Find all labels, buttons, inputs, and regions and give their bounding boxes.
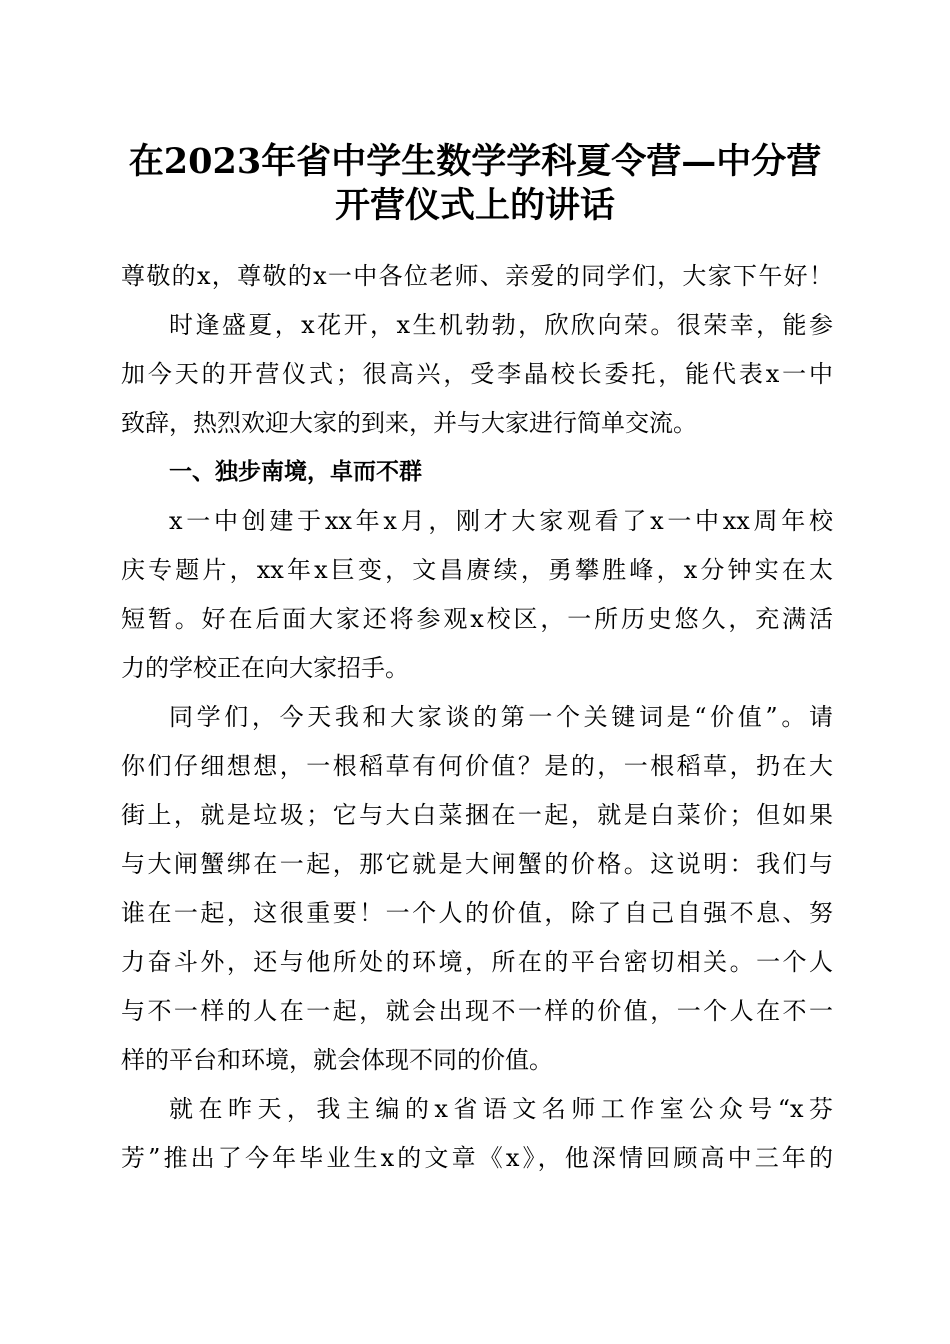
section-heading: 一、独步南境，卓而不群 bbox=[169, 459, 422, 485]
paragraph-line: 你们仔细想想，一根稻草有何价值？是的，一根稻草，扔在大 bbox=[121, 752, 833, 780]
paragraph-line: 同学们，今天我和大家谈的第一个关键词是“价值”。请 bbox=[169, 703, 833, 731]
paragraph-line: 时逢盛夏，x花开，x生机勃勃，欣欣向荣。很荣幸，能参 bbox=[169, 311, 833, 339]
paragraph-line: 力奋斗外，还与他所处的环境，所在的平台密切相关。一个人 bbox=[121, 948, 833, 976]
document-body bbox=[121, 252, 833, 1183]
paragraph-line: 与不一样的人在一起，就会出现不一样的价值，一个人在不一 bbox=[121, 997, 833, 1025]
paragraph-line: 与大闸蟹绑在一起，那它就是大闸蟹的价格。这说明：我们与 bbox=[121, 850, 833, 878]
paragraph-line: 就在昨天，我主编的x省语文名师工作室公众号“x芬 bbox=[169, 1095, 833, 1123]
document-title-line-2: 开营仪式上的讲话 bbox=[334, 185, 615, 226]
paragraph-line: 力的学校正在向大家招手。 bbox=[121, 654, 409, 682]
salutation-line: 尊敬的x，尊敬的x一中各位老师、亲爱的同学们，大家下午好！ bbox=[121, 262, 833, 290]
paragraph-line: x一中创建于xx年x月，刚才大家观看了x一中xx周年校 bbox=[169, 507, 833, 535]
paragraph-line: 短暂。好在后面大家还将参观x校区，一所历史悠久，充满活 bbox=[121, 605, 833, 633]
paragraph-line: 样的平台和环境，就会体现不同的价值。 bbox=[121, 1046, 553, 1074]
paragraph-line: 庆专题片，xx年x巨变，文昌赓续，勇攀胜峰，x分钟实在太 bbox=[121, 556, 833, 584]
document-title-line-1: 在2023年省中学生数学学科夏令营—中分营 bbox=[128, 141, 822, 182]
paragraph-line: 致辞，热烈欢迎大家的到来，并与大家进行简单交流。 bbox=[121, 409, 697, 437]
paragraph-line: 街上，就是垃圾；它与大白菜捆在一起，就是白菜价；但如果 bbox=[121, 801, 833, 829]
paragraph-line: 加今天的开营仪式；很高兴，受李晶校长委托，能代表x一中 bbox=[121, 360, 833, 388]
paragraph-line: 芳”推出了今年毕业生x的文章《x》，他深情回顾高中三年的 bbox=[121, 1144, 833, 1172]
paragraph-line: 谁在一起，这很重要！一个人的价值，除了自己自强不息、努 bbox=[121, 899, 833, 927]
